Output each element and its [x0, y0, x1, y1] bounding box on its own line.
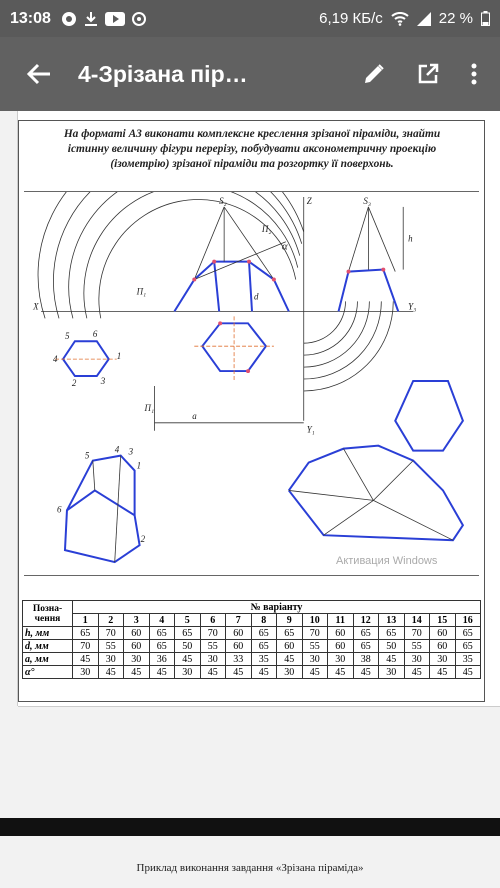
table-cell: 70 — [200, 627, 226, 640]
table-cell: 55 — [302, 640, 328, 653]
table-cell: 30 — [200, 653, 226, 666]
label-pi2: Π₂ — [261, 223, 272, 234]
table-cell: 30 — [302, 653, 328, 666]
table-cell: 55 — [98, 640, 124, 653]
signal-icon — [417, 12, 431, 26]
variant-number: 8 — [251, 614, 277, 627]
table-cell: 45 — [455, 666, 481, 679]
table-cell: 60 — [124, 627, 150, 640]
label-pi-x: Π₁ — [136, 286, 147, 297]
variants-table — [22, 600, 481, 679]
table-cell: 30 — [277, 666, 303, 679]
axon-point-2: 2 — [140, 534, 146, 545]
label-s3: S₃ — [363, 195, 371, 206]
base-point-4: 4 — [53, 354, 58, 365]
table-variant-label: № варіанту — [73, 601, 481, 614]
variant-number: 6 — [200, 614, 226, 627]
document-title: 4-Зрізана пір… — [78, 60, 248, 87]
table-cell: 65 — [149, 640, 175, 653]
table-cell: 38 — [353, 653, 379, 666]
base-point-5: 5 — [64, 331, 70, 342]
base-point-2: 2 — [71, 377, 77, 388]
variant-number: 11 — [328, 614, 354, 627]
table-row — [23, 640, 481, 653]
network-speed: 6,19 КБ/с — [319, 10, 383, 27]
variant-number: 3 — [124, 614, 150, 627]
base-point-1: 1 — [116, 351, 122, 362]
variant-number: 15 — [430, 614, 456, 627]
table-cell: 45 — [328, 666, 354, 679]
label-a: a — [192, 410, 197, 421]
table-cell: 65 — [277, 627, 303, 640]
table-cell: 45 — [277, 653, 303, 666]
table-cell: 30 — [124, 653, 150, 666]
variant-number: 5 — [175, 614, 201, 627]
table-cell: 60 — [430, 627, 456, 640]
status-bar — [0, 0, 500, 37]
table-cell: 35 — [455, 653, 481, 666]
variant-number: 9 — [277, 614, 303, 627]
table-cell: 50 — [175, 640, 201, 653]
table-variant-numbers — [23, 614, 481, 627]
table-cell: 45 — [430, 666, 456, 679]
table-cell: 65 — [455, 640, 481, 653]
arrow-back-icon — [26, 63, 52, 85]
table-cell: 50 — [379, 640, 405, 653]
messenger-icon — [61, 11, 77, 27]
table-row — [23, 666, 481, 679]
table-cell: 65 — [353, 627, 379, 640]
page-caption: Приклад виконання завдання «Зрізана піраміда» — [136, 862, 364, 874]
windows-watermark: Активация Windows — [336, 555, 438, 567]
table-cell: 33 — [226, 653, 252, 666]
variant-number: 13 — [379, 614, 405, 627]
label-y1: Y₁ — [306, 424, 315, 435]
row-label: d, мм — [23, 640, 73, 653]
table-cell: 45 — [175, 653, 201, 666]
table-cell: 65 — [251, 627, 277, 640]
table-cell: 45 — [226, 666, 252, 679]
row-label: α° — [23, 666, 73, 679]
variant-number: 12 — [353, 614, 379, 627]
back-button[interactable] — [0, 63, 78, 85]
label-x: X — [33, 301, 39, 312]
table-cell: 60 — [430, 640, 456, 653]
wifi-icon — [391, 12, 409, 26]
variant-number: 2 — [98, 614, 124, 627]
row-label: h, мм — [23, 627, 73, 640]
table-cell: 30 — [404, 653, 430, 666]
table-cell: 45 — [251, 666, 277, 679]
battery-icon — [481, 11, 490, 26]
variant-number: 4 — [149, 614, 175, 627]
base-point-3: 3 — [100, 375, 106, 386]
battery-level: 22 % — [438, 10, 473, 27]
label-pi1: Π₁ — [144, 402, 155, 413]
table-cell: 65 — [149, 627, 175, 640]
table-cell: 45 — [302, 666, 328, 679]
label-z: Z — [306, 195, 312, 206]
more-vert-icon[interactable] — [470, 62, 478, 86]
table-row — [23, 627, 481, 640]
label-alpha: α — [281, 240, 288, 253]
table-header-label: Позна- чення — [23, 601, 73, 627]
label-h: h — [408, 233, 413, 244]
table-cell: 45 — [353, 666, 379, 679]
table-cell: 45 — [73, 653, 99, 666]
table-cell: 60 — [124, 640, 150, 653]
youtube-icon — [105, 12, 125, 26]
table-cell: 55 — [200, 640, 226, 653]
open-external-icon[interactable] — [416, 62, 440, 86]
table-cell: 45 — [404, 666, 430, 679]
table-row — [23, 653, 481, 666]
edit-icon[interactable] — [362, 62, 386, 86]
axon-point-1: 1 — [136, 460, 142, 471]
row-label: a, мм — [23, 653, 73, 666]
table-cell: 65 — [379, 627, 405, 640]
table-cell: 30 — [98, 653, 124, 666]
table-cell: 35 — [251, 653, 277, 666]
axon-point-3: 3 — [128, 446, 134, 457]
table-cell: 45 — [98, 666, 124, 679]
variant-number: 7 — [226, 614, 252, 627]
table-cell: 45 — [200, 666, 226, 679]
axon-point-4: 4 — [114, 444, 120, 455]
table-cell: 30 — [328, 653, 354, 666]
table-cell: 30 — [430, 653, 456, 666]
table-body — [23, 627, 481, 679]
table-cell: 60 — [328, 640, 354, 653]
technical-drawing — [24, 191, 479, 576]
table-cell: 65 — [353, 640, 379, 653]
table-cell: 70 — [404, 627, 430, 640]
table-cell: 45 — [124, 666, 150, 679]
label-s2: S₂ — [219, 195, 227, 206]
variant-number: 16 — [455, 614, 481, 627]
table-cell: 55 — [404, 640, 430, 653]
table-cell: 65 — [175, 627, 201, 640]
variant-number: 1 — [73, 614, 99, 627]
status-time: 13:08 — [10, 9, 51, 27]
variant-number: 14 — [404, 614, 430, 627]
table-cell: 30 — [379, 666, 405, 679]
notification-icon — [131, 11, 147, 27]
table-cell: 60 — [226, 640, 252, 653]
base-point-6: 6 — [92, 329, 98, 340]
task-heading: На форматі А3 виконати комплексне креслення зрізаної піраміди, знайти істинну величину фігури перерізу, побудувати аксонометричну проекцію (ізометрію) зрізаної піраміди та розгортку її поверхонь. — [63, 128, 441, 170]
table-cell: 45 — [149, 666, 175, 679]
document-page — [17, 111, 500, 706]
table-cell: 65 — [73, 627, 99, 640]
download-icon — [83, 11, 99, 27]
table-cell: 65 — [251, 640, 277, 653]
table-cell: 30 — [73, 666, 99, 679]
table-cell: 36 — [149, 653, 175, 666]
label-d: d — [253, 291, 259, 302]
table-cell: 65 — [455, 627, 481, 640]
table-cell: 60 — [226, 627, 252, 640]
table-cell: 70 — [302, 627, 328, 640]
bottom-divider — [0, 818, 500, 836]
table-cell: 60 — [328, 627, 354, 640]
table-cell: 30 — [175, 666, 201, 679]
table-cell: 70 — [73, 640, 99, 653]
label-y3: Y₃ — [408, 301, 417, 312]
table-cell: 60 — [277, 640, 303, 653]
axon-point-6: 6 — [57, 504, 62, 515]
table-cell: 45 — [379, 653, 405, 666]
axon-point-5: 5 — [84, 450, 90, 461]
table-cell: 70 — [98, 627, 124, 640]
app-bar — [0, 37, 500, 111]
variant-number: 10 — [302, 614, 328, 627]
